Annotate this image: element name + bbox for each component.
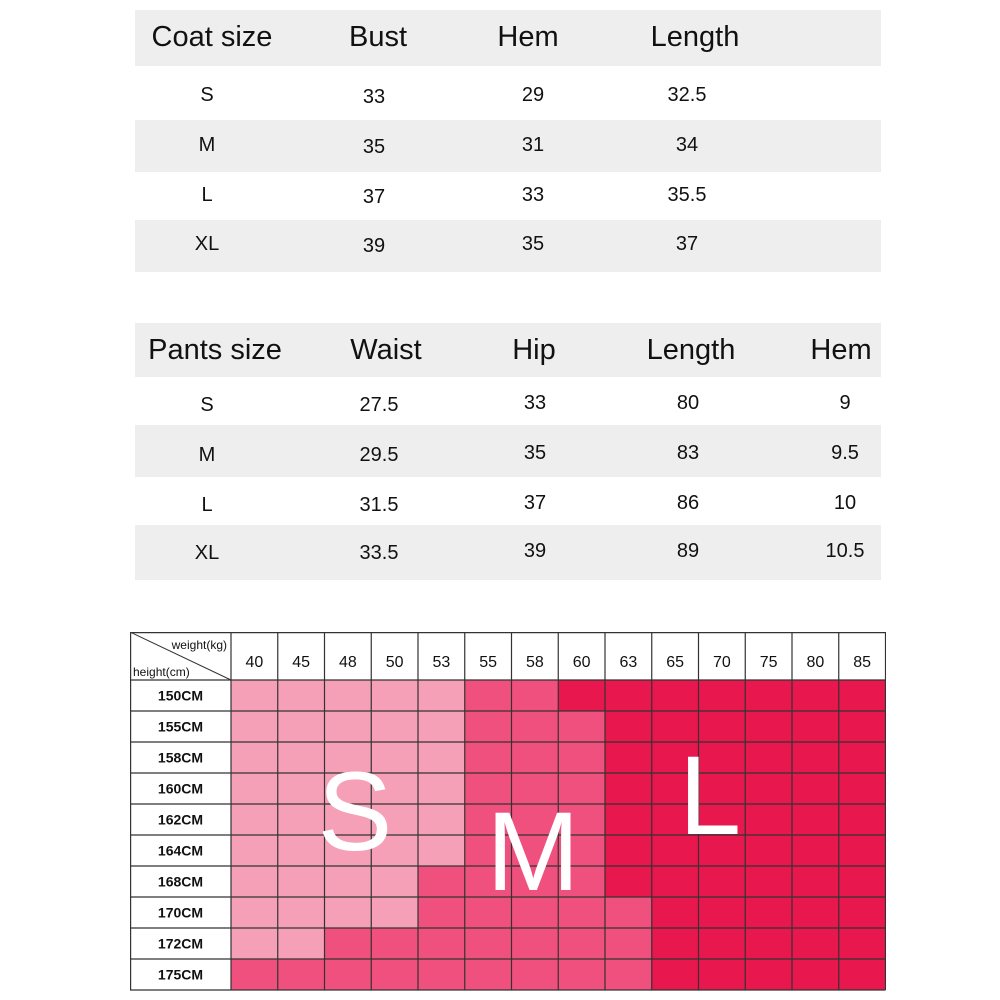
size-cell-l (745, 866, 792, 897)
size-cell-s (418, 773, 465, 804)
pants-header-hem: Hem (810, 334, 872, 366)
pants-length-cell: 80 (676, 392, 700, 414)
size-cell-l (839, 897, 886, 928)
size-cell-m (325, 928, 372, 959)
size-cell-m (465, 928, 512, 959)
size-cell-m (512, 680, 559, 711)
size-cell-s (231, 835, 278, 866)
size-cell-l (745, 928, 792, 959)
pants-header-row (135, 323, 881, 377)
height-tick-label: 168CM (157, 873, 204, 890)
size-cell-l (652, 959, 699, 990)
coat-hem-cell: 33 (521, 184, 545, 206)
size-cell-l (839, 959, 886, 990)
size-cell-l (792, 866, 839, 897)
coat-header-length: Length (650, 21, 740, 53)
size-cell-l (792, 680, 839, 711)
weight-tick-label: 60 (572, 654, 591, 671)
size-cell-m (465, 680, 512, 711)
pants-header-length: Length (646, 334, 736, 366)
coat-header-hem: Hem (497, 21, 559, 53)
size-cell-l (792, 835, 839, 866)
size-cell-l (699, 680, 746, 711)
weight-tick-label: 50 (385, 654, 404, 671)
pants-waist-cell: 31.5 (359, 494, 399, 516)
size-cell-l (558, 680, 605, 711)
pants-hem-cell: 9 (839, 392, 851, 414)
pants-header-hip: Hip (512, 334, 556, 366)
size-cell-m (418, 928, 465, 959)
coat-length-cell: 34 (675, 134, 699, 156)
weight-tick-label: 63 (619, 654, 638, 671)
height-tick-label: 150CM (157, 687, 204, 704)
size-cell-l (699, 959, 746, 990)
size-cell-s (418, 835, 465, 866)
pants-length-cell: 89 (676, 540, 700, 562)
size-cell-m (512, 928, 559, 959)
coat-header-row (135, 10, 881, 66)
size-cell-l (792, 773, 839, 804)
pants-waist-cell: 33.5 (359, 542, 399, 564)
weight-tick-label: 48 (338, 654, 357, 671)
pants-hip-cell: 39 (523, 540, 547, 562)
pants-hem-cell: 9.5 (831, 442, 859, 464)
pants-waist-cell: 29.5 (359, 444, 399, 466)
size-cell-l (652, 680, 699, 711)
zone-letter-m: M (486, 789, 580, 914)
pants-size-table (135, 323, 881, 580)
size-cell-m (231, 959, 278, 990)
size-cell-l (839, 773, 886, 804)
size-cell-m (418, 897, 465, 928)
table-row (135, 377, 881, 425)
size-cell-l (839, 711, 886, 742)
table-row (135, 172, 881, 220)
size-cell-l (745, 897, 792, 928)
size-cell-m (605, 897, 652, 928)
pants-header-waist: Waist (350, 334, 422, 366)
pants-hem-cell: 10 (833, 492, 857, 514)
size-cell-l (605, 711, 652, 742)
size-cell-l (745, 835, 792, 866)
pants-waist-cell: 27.5 (359, 394, 399, 416)
size-cell-l (792, 897, 839, 928)
size-cell-m (605, 928, 652, 959)
table-row (135, 70, 881, 120)
size-cell-s (325, 897, 372, 928)
coat-size-cell: XL (194, 233, 220, 255)
pants-hem-cell: 10.5 (825, 540, 865, 562)
size-cell-l (839, 742, 886, 773)
pants-length-cell: 83 (676, 442, 700, 464)
size-cell-m (278, 959, 325, 990)
pants-size-cell: L (201, 494, 213, 516)
weight-tick-label: 45 (292, 654, 311, 671)
size-cell-l (699, 866, 746, 897)
size-cell-s (371, 897, 418, 928)
size-cell-s (231, 711, 278, 742)
size-cell-l (745, 773, 792, 804)
weight-tick-label: 80 (806, 654, 825, 671)
coat-bust-cell: 35 (362, 136, 386, 158)
zone-letter-l: L (678, 733, 742, 858)
size-cell-s (278, 711, 325, 742)
weight-tick-label: 53 (432, 654, 451, 671)
size-cell-l (839, 928, 886, 959)
size-grid-svg (130, 632, 886, 992)
size-cell-l (745, 804, 792, 835)
size-cell-l (839, 804, 886, 835)
weight-tick-label: 85 (853, 654, 872, 671)
size-cell-s (278, 897, 325, 928)
size-cell-s (371, 711, 418, 742)
size-cell-s (418, 711, 465, 742)
size-cell-m (512, 959, 559, 990)
size-cell-m (512, 742, 559, 773)
weight-tick-label: 70 (712, 654, 731, 671)
pants-hip-cell: 33 (523, 392, 547, 414)
size-cell-l (745, 711, 792, 742)
size-cell-l (839, 835, 886, 866)
size-cell-s (325, 680, 372, 711)
size-cell-m (605, 959, 652, 990)
size-cell-m (371, 959, 418, 990)
coat-size-cell: L (201, 184, 213, 206)
coat-hem-cell: 31 (521, 134, 545, 156)
size-cell-l (605, 835, 652, 866)
size-cell-m (371, 928, 418, 959)
size-cell-s (231, 773, 278, 804)
height-tick-label: 162CM (157, 811, 204, 828)
weight-tick-label: 55 (479, 654, 498, 671)
table-row (135, 425, 881, 477)
size-cell-s (231, 680, 278, 711)
size-cell-l (605, 866, 652, 897)
size-cell-s (231, 928, 278, 959)
coat-size-table (135, 10, 881, 272)
pants-header-size: Pants size (148, 334, 282, 366)
coat-size-cell: M (198, 134, 216, 156)
coat-bust-cell: 39 (362, 235, 386, 257)
height-tick-label: 172CM (157, 935, 204, 952)
size-cell-m (325, 959, 372, 990)
table-row (135, 220, 881, 272)
size-cell-m (512, 711, 559, 742)
weight-tick-label: 58 (525, 654, 544, 671)
coat-bust-cell: 37 (362, 186, 386, 208)
height-tick-label: 164CM (157, 842, 204, 859)
size-cell-l (792, 711, 839, 742)
pants-length-cell: 86 (676, 492, 700, 514)
size-cell-l (699, 928, 746, 959)
size-cell-l (652, 897, 699, 928)
size-cell-m (558, 959, 605, 990)
table-row (135, 477, 881, 525)
size-cell-l (792, 804, 839, 835)
size-cell-s (231, 742, 278, 773)
height-tick-label: 160CM (157, 780, 204, 797)
size-cell-l (652, 866, 699, 897)
pants-size-cell: M (198, 444, 216, 466)
size-cell-l (792, 742, 839, 773)
size-cell-s (231, 897, 278, 928)
size-cell-l (745, 742, 792, 773)
size-cell-s (371, 680, 418, 711)
size-cell-l (699, 897, 746, 928)
size-cell-s (231, 804, 278, 835)
size-cell-l (792, 959, 839, 990)
weight-tick-label: 40 (245, 654, 264, 671)
weight-axis-label: weight(kg) (171, 638, 227, 652)
coat-size-cell: S (200, 84, 214, 106)
size-cell-l (605, 742, 652, 773)
height-tick-label: 158CM (157, 749, 204, 766)
weight-tick-label: 65 (666, 654, 685, 671)
size-cell-l (839, 866, 886, 897)
size-cell-l (605, 773, 652, 804)
coat-length-cell: 32.5 (667, 84, 707, 106)
size-cell-m (465, 711, 512, 742)
height-tick-label: 175CM (157, 966, 204, 983)
pants-size-cell: S (200, 394, 214, 416)
size-cell-m (418, 959, 465, 990)
coat-header-size: Coat size (151, 21, 273, 53)
size-cell-s (418, 804, 465, 835)
height-tick-label: 170CM (157, 904, 204, 921)
size-cell-s (418, 680, 465, 711)
coat-length-cell: 37 (675, 233, 699, 255)
size-cell-l (792, 928, 839, 959)
size-cell-l (839, 680, 886, 711)
coat-header-bust: Bust (348, 21, 408, 53)
size-cell-m (418, 866, 465, 897)
size-cell-m (558, 711, 605, 742)
height-axis-label: height(cm) (133, 665, 190, 679)
size-cell-s (231, 866, 278, 897)
pants-size-cell: XL (194, 542, 220, 564)
pants-hip-cell: 37 (523, 492, 547, 514)
weight-tick-label: 75 (759, 654, 778, 671)
size-cell-m (558, 928, 605, 959)
zone-letter-s: S (317, 749, 393, 874)
size-cell-l (605, 680, 652, 711)
size-cell-m (558, 742, 605, 773)
coat-hem-cell: 35 (521, 233, 545, 255)
size-cell-s (278, 928, 325, 959)
coat-hem-cell: 29 (521, 84, 545, 106)
size-cell-s (325, 711, 372, 742)
size-recommendation-chart (130, 632, 886, 992)
size-cell-m (465, 959, 512, 990)
size-cell-l (745, 680, 792, 711)
size-cell-l (745, 959, 792, 990)
table-row (135, 120, 881, 172)
size-cell-s (278, 680, 325, 711)
table-row (135, 525, 881, 580)
height-tick-label: 155CM (157, 718, 204, 735)
coat-length-cell: 35.5 (667, 184, 707, 206)
pants-hip-cell: 35 (523, 442, 547, 464)
size-cell-l (652, 928, 699, 959)
size-cell-s (418, 742, 465, 773)
coat-bust-cell: 33 (362, 86, 386, 108)
size-cell-l (605, 804, 652, 835)
size-cell-m (465, 742, 512, 773)
